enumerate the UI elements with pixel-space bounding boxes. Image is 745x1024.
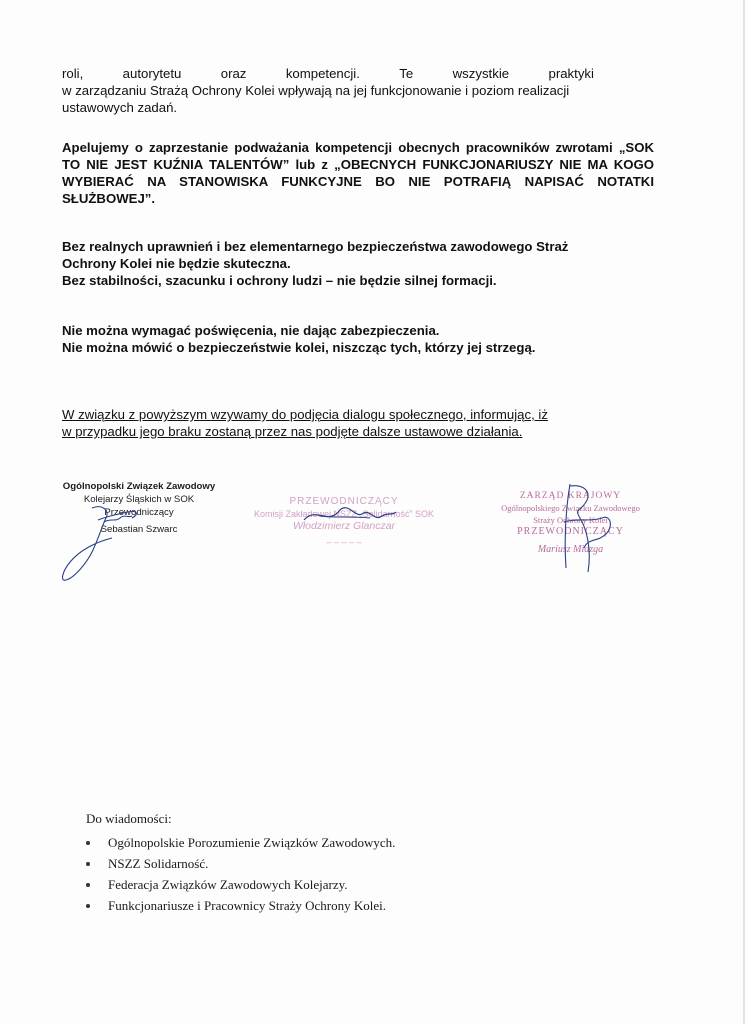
conclusion-paragraph: W związku z powyższym wzywamy do podjęcia dialogu społecznego, informując, iż w przypadku jego braku zostaną przez nas podjęte dalsze ustawowe działania. — [62, 407, 548, 439]
stamp-solidarnosc: PRZEWODNICZĄCY Komisji Zakładowej NSZZ „Solidarność” SOK Włodzimierz Glanczar – – – – – — [253, 496, 435, 547]
bullet-icon — [86, 883, 90, 887]
handwritten-signature-glanczar — [300, 496, 400, 536]
distribution-item: Ogólnopolskie Porozumienie Związków Zawodowych. — [86, 832, 395, 853]
handwritten-signature-szwarc — [58, 500, 168, 585]
paragraph-intro — [62, 65, 654, 116]
distribution-list — [86, 808, 395, 916]
paragraph-intro-line3: ustawowych zadań. — [62, 100, 178, 115]
paragraph-intro-line2: w zarządzaniu Strażą Ochrony Kolei wpływają na jej funkcjonowanie i poziom realizacji — [62, 83, 570, 98]
signature-block-szwarc: Ogólnopolski Związek Zawodowy Kolejarzy Śląskich w SOK Przewodniczący Sebastian Szwarc — [62, 481, 216, 535]
bullet-icon — [86, 841, 90, 845]
handwritten-signature-miazga — [540, 478, 620, 578]
bullet-icon — [86, 904, 90, 908]
appeal-paragraph: Apelujemy o zaprzestanie podważania kompetencji obecnych pracowników zwrotami „SOK TO NIE JEST KUŹNIA TALENTÓW” lub z „OBECNYCH FUNKCJONARIUSZY NIE MA KOGO WYBIERAĆ NA STANOWISKA FUNKCYJNE BO NIE POTRAFIĄ NAPISAĆ NOTATKI SŁUŻBOWEJ”. — [62, 140, 654, 206]
distribution-item: Federacja Związków Zawodowych Kolejarzy. — [86, 874, 395, 895]
distribution-item: Funkcjonariusze i Pracownicy Straży Ochrony Kolei. — [86, 895, 395, 916]
distribution-item: NSZZ Solidarność. — [86, 853, 395, 874]
bullet-icon — [86, 862, 90, 866]
paragraph-intro-line1: roli, autorytetu oraz kompetencji. Te wszystkie praktyki — [62, 66, 594, 81]
statement-effectiveness: Bez realnych uprawnień i bez elementarnego bezpieczeństwa zawodowego Straż Ochrony Kolei nie będzie skuteczna. Bez stabilności, szacunku i ochrony ludzi – nie będzie silnej formacji. — [62, 239, 569, 288]
stamp-zarzad-krajowy: ZARZĄD KRAJOWY Ogólnopolskiego Związku Zawodowego Straży Ochrony Kolei PRZEWODNICZĄCY Mariusz Miazga — [501, 491, 640, 555]
distribution-heading: Do wiadomości: — [86, 811, 172, 826]
statement-security: Nie można wymagać poświęcenia, nie dając zabezpieczenia. Nie można mówić o bezpieczeństwie kolei, niszcząc tych, którzy jej strzegą. — [62, 323, 536, 355]
